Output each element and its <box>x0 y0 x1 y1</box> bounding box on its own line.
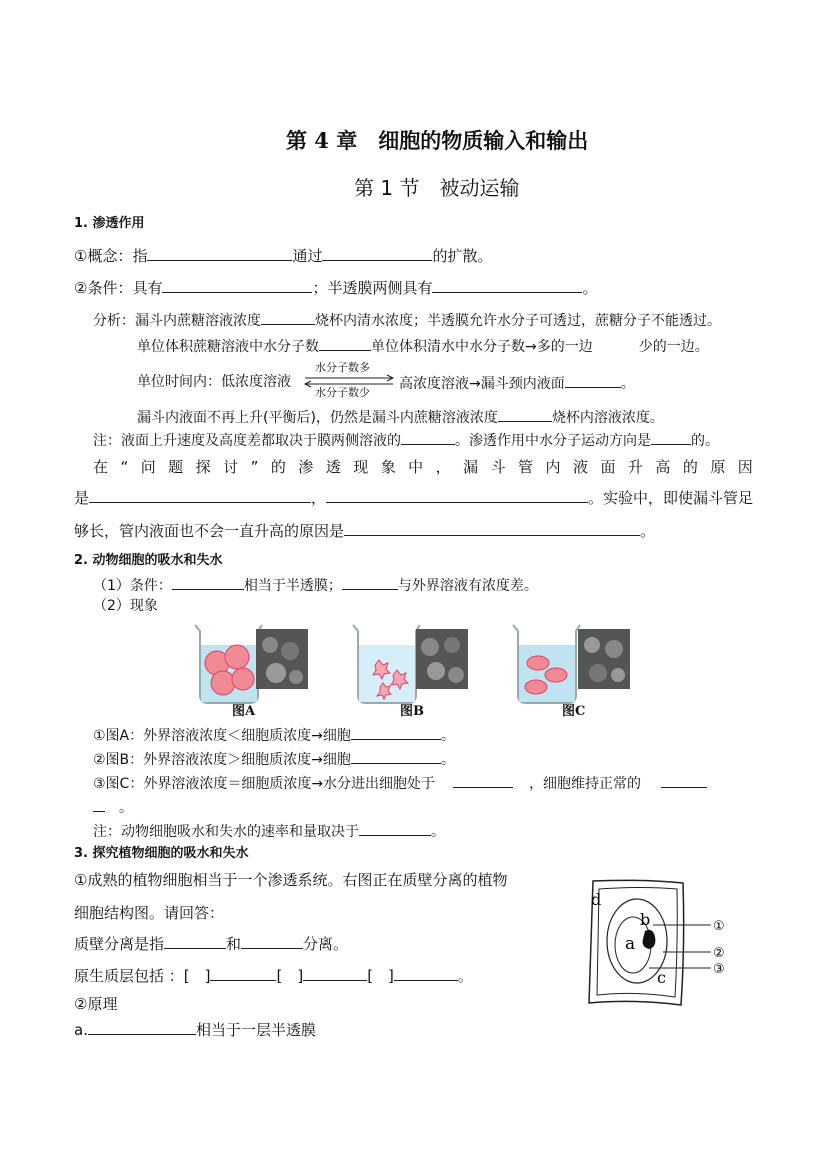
blank[interactable] <box>241 934 303 949</box>
fig-text: ②图B：外界溶液浓度＞细胞质浓度→细胞 <box>93 752 351 768</box>
s2-phenomenon: （2）现象 <box>93 598 158 614</box>
s2-heading: 2. 动物细胞的吸水和失水 <box>74 553 223 568</box>
blank[interactable] <box>359 821 431 836</box>
fig-text: ，细胞维持正常的 <box>529 776 642 792</box>
disc-text: ， <box>311 489 327 507</box>
char: 液 <box>572 458 588 476</box>
blank[interactable] <box>651 430 691 445</box>
char: 高 <box>655 458 671 476</box>
chapter-title: 第 4 章 细胞的物质输入和输出 <box>286 128 589 153</box>
char: 的 <box>682 458 698 476</box>
swollen-cell <box>232 668 254 690</box>
blank[interactable] <box>88 1020 196 1035</box>
section-title: 第 1 节 被动运输 <box>354 176 520 200</box>
cond-mid: ；半透膜两侧具有 <box>312 279 433 297</box>
fig-text: 。 <box>440 752 455 768</box>
char: 中 <box>408 458 424 476</box>
label-2: ② <box>713 946 725 961</box>
cond-end: 。 <box>582 279 598 297</box>
char: ” <box>250 458 259 476</box>
analysis-text: 。 <box>620 376 635 392</box>
char: 斗 <box>490 458 506 476</box>
s1-discussion-1 <box>93 457 753 477</box>
nucleus <box>643 930 656 949</box>
normal-cell <box>525 680 547 694</box>
p4-text: 原生质层包括 ：[ ] <box>74 967 211 985</box>
arrow-top-label: 水分子数多 <box>315 361 370 374</box>
s2-condition <box>93 575 538 595</box>
concept-end: 的扩散。 <box>432 247 493 265</box>
s3-p6 <box>74 1020 316 1040</box>
beaker-c <box>513 625 580 703</box>
char: 问 <box>140 458 156 476</box>
arrow-bottom-label: 水分子数少 <box>315 386 370 399</box>
blank[interactable] <box>661 773 707 788</box>
cond-text: （1）条件： <box>93 578 172 594</box>
blank[interactable] <box>344 521 640 536</box>
p6-text: a. <box>74 1021 88 1039</box>
char: 讨 <box>223 458 239 476</box>
normal-cell <box>545 668 567 682</box>
blank[interactable] <box>162 278 312 293</box>
s1-concept <box>74 246 492 266</box>
label-b: b <box>640 910 651 929</box>
cond-text: 相当于半透膜； <box>243 578 342 594</box>
s1-analysis-3b <box>399 373 635 393</box>
char: 透 <box>325 458 341 476</box>
concept-through: 通过 <box>292 247 323 265</box>
blank[interactable] <box>565 373 621 388</box>
char: 管 <box>518 458 534 476</box>
swollen-cell <box>211 671 235 695</box>
s3-p5: ②原理 <box>74 995 118 1013</box>
label-a: a <box>625 934 636 954</box>
char: 的 <box>270 458 286 476</box>
fig-text: ①图A：外界溶液浓度＜细胞质浓度→细胞 <box>93 728 351 744</box>
blank[interactable] <box>351 725 441 740</box>
analysis-text: 单位体积清水中水分子数→多的一边 <box>371 339 593 355</box>
disc-text: 。实验中，即使漏斗管足 <box>588 489 754 507</box>
fig-b-label: 图B <box>400 704 424 719</box>
fig-a-label: 图A <box>232 704 256 719</box>
s3-p3 <box>74 934 348 954</box>
p3-text: 和 <box>226 935 242 953</box>
s3-p1: ①成熟的植物细胞相当于一个渗透系统。右图正在质壁分离的植物 <box>74 871 508 889</box>
char: 内 <box>545 458 561 476</box>
s2-fig-c-cont <box>93 797 133 817</box>
blank[interactable] <box>401 430 455 445</box>
swollen-cell <box>225 645 249 669</box>
blank[interactable] <box>326 488 588 503</box>
char: 题 <box>168 458 184 476</box>
disc-text: 。 <box>640 522 656 540</box>
fig-text: 。 <box>119 800 133 816</box>
s3-heading: 3. 探究植物细胞的吸水和失水 <box>74 846 249 861</box>
blank[interactable] <box>394 966 458 981</box>
blank[interactable] <box>319 336 371 351</box>
normal-cell <box>527 656 549 670</box>
p3-text: 分离。 <box>303 935 349 953</box>
note-text: 的。 <box>691 433 719 449</box>
char: 现 <box>353 458 369 476</box>
char: 面 <box>600 458 616 476</box>
disc-text: 是 <box>74 489 90 507</box>
note-text: 注：动物细胞吸水和失水的速率和量取决于 <box>93 824 359 840</box>
char: 象 <box>380 458 396 476</box>
analysis-text: 分析：漏斗内蔗糖溶液浓度 <box>93 313 261 329</box>
s2-fig-a-text <box>93 725 455 745</box>
water-arrow <box>303 362 395 400</box>
s1-analysis-2 <box>137 336 709 356</box>
s1-note <box>93 430 719 450</box>
blank[interactable] <box>322 246 432 261</box>
analysis-text: 单位时间内：低浓度溶液 <box>137 374 291 390</box>
s2-fig-b-text <box>93 749 455 769</box>
char: ， <box>435 458 451 476</box>
blank[interactable] <box>172 575 244 590</box>
char: 探 <box>195 458 211 476</box>
blank[interactable] <box>210 966 276 981</box>
p3-text: 质壁分离是指 <box>74 935 165 953</box>
s3-p4 <box>74 966 473 986</box>
blank[interactable] <box>261 310 315 325</box>
s1-condition <box>74 278 597 298</box>
cond-text: 与外界溶液有浓度差。 <box>397 578 538 594</box>
char: “ <box>120 458 129 476</box>
p4-text: [ ] <box>276 967 304 985</box>
label-3: ③ <box>713 962 725 977</box>
char: 渗 <box>298 458 314 476</box>
beaker-a <box>195 625 262 703</box>
p4-text: [ ] <box>367 967 394 985</box>
note-text: 。渗透作用中水分子运动方向是 <box>455 433 651 449</box>
blank[interactable] <box>164 934 226 949</box>
char: 在 <box>93 458 109 476</box>
fig-text: 。 <box>440 728 455 744</box>
analysis-text: 高浓度溶液→漏斗颈内液面 <box>399 376 565 392</box>
char: 漏 <box>463 458 479 476</box>
analysis-text: 烧杯内溶液浓度。 <box>551 410 664 426</box>
s2-fig-c-text <box>93 773 707 793</box>
analysis-text: 单位体积蔗糖溶液中水分子数 <box>137 339 319 355</box>
char: 因 <box>737 458 753 476</box>
char: 升 <box>627 458 643 476</box>
analysis-text: 漏斗内液面不再上升(平衡后)，仍然是漏斗内蔗糖溶液浓度 <box>137 410 498 426</box>
blank[interactable] <box>351 749 441 764</box>
fig-text: ③图C：外界溶液浓度＝细胞质浓度→水分进出细胞处于 <box>93 776 436 792</box>
plant-cell-diagram <box>583 875 743 1010</box>
label-1: ① <box>713 919 725 934</box>
blank[interactable] <box>432 278 582 293</box>
note-text: 。 <box>431 824 445 840</box>
fig-c-label: 图C <box>562 704 586 719</box>
blank[interactable] <box>89 488 311 503</box>
blank[interactable] <box>498 407 552 422</box>
beaker-b <box>353 625 420 703</box>
blank[interactable] <box>303 966 367 981</box>
blank[interactable] <box>453 773 513 788</box>
note-text: 注：液面上升速度及高度差都取决于膜两侧溶液的 <box>93 433 401 449</box>
s1-discussion-2 <box>74 488 753 508</box>
analysis-text: 少的一边。 <box>638 339 709 355</box>
s3-p2: 细胞结构图。请回答： <box>74 904 225 922</box>
analysis-text: 烧杯内清水浓度；半透膜允许水分子可透过，蔗糖分子不能透过。 <box>315 313 721 329</box>
label-d: d <box>591 890 602 909</box>
char: 原 <box>710 458 726 476</box>
label-c: c <box>657 968 666 987</box>
s1-analysis-3 <box>137 373 291 391</box>
disc-text: 够长，管内液面也不会一直升高的原因是 <box>74 522 345 540</box>
cond-label: ②条件：具有 <box>74 279 163 297</box>
s1-discussion-3 <box>74 521 655 541</box>
concept-label: ①概念：指 <box>74 247 148 265</box>
blank[interactable] <box>93 797 105 812</box>
s1-heading: 1. 渗透作用 <box>74 216 145 231</box>
s1-analysis-1 <box>93 310 721 330</box>
s1-analysis-4 <box>137 407 664 427</box>
p6-text: 相当于一层半透膜 <box>195 1021 316 1039</box>
blank[interactable] <box>147 246 292 261</box>
blank[interactable] <box>342 575 398 590</box>
s2-note <box>93 821 445 841</box>
p4-text: 。 <box>457 967 473 985</box>
